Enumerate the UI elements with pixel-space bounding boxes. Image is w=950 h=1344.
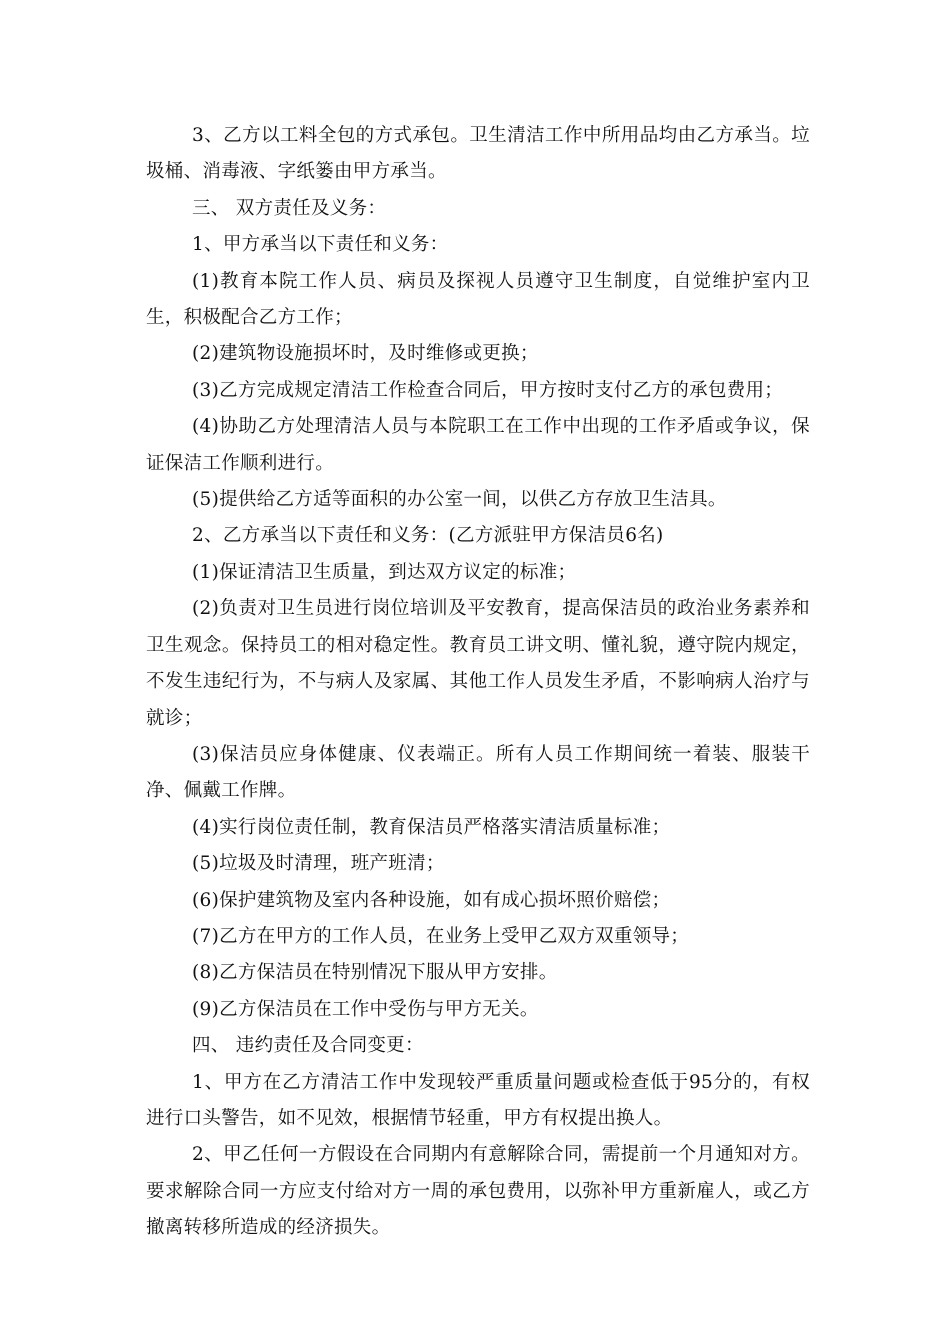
list-item-b2: (2)负责对卫生员进行岗位培训及平安教育，提高保洁员的政治业务素养和卫生观念。保持员工的相对稳定性。教育员工讲文明、懂礼貌，遵守院内规定，不发生违纪行为，不与病人及家属、其他工作人员发生矛盾，不影响病人治疗与就诊； — [146, 598, 810, 729]
list-item-b6: (6)保护建筑物及室内各种设施，如有成心损坏照价赔偿； — [192, 889, 671, 911]
section-heading-3: 三、 双方责任及义务： — [192, 197, 387, 219]
list-item-b8: (8)乙方保洁员在特别情况下服从甲方安排。 — [192, 962, 558, 984]
section-heading-4: 四、 违约责任及合同变更： — [192, 1035, 424, 1057]
paragraph-clause-3: 3、乙方以工料全包的方式承包。卫生清洁工作中所用品均由乙方承当。垃圾桶、消毒液、字纸篓由甲方承当。 — [146, 125, 810, 183]
list-item-a3: (3)乙方完成规定清洁工作检查合同后，甲方按时支付乙方的承包费用； — [192, 379, 784, 401]
list-item-a1: (1)教育本院工作人员、病员及探视人员遵守卫生制度，自觉维护室内卫生，积极配合乙方工作； — [146, 270, 810, 329]
list-item-a5: (5)提供给乙方适等面积的办公室一间，以供乙方存放卫生洁具。 — [192, 489, 727, 511]
paragraph-breach-1: 1、甲方在乙方清洁工作中发现较严重质量问题或检查低于95分的，有权进行口头警告，如不见效，根据情节轻重，甲方有权提出换人。 — [146, 1071, 810, 1129]
paragraph-party-b-duties: 2、乙方承当以下责任和义务：(乙方派驻甲方保洁员6名) — [192, 525, 664, 547]
list-item-a4: (4)协助乙方处理清洁人员与本院职工在工作中出现的工作矛盾或争议，保证保洁工作顺利进行。 — [146, 416, 810, 474]
list-item-b7: (7)乙方在甲方的工作人员，在业务上受甲乙双方双重领导； — [192, 925, 690, 947]
list-item-b3: (3)保洁员应身体健康、仪表端正。所有人员工作期间统一着装、服装干净、佩戴工作牌。 — [146, 743, 810, 802]
paragraph-party-a-duties: 1、甲方承当以下责任和义务： — [192, 234, 449, 256]
list-item-b4: (4)实行岗位责任制，教育保洁员严格落实清洁质量标准； — [192, 816, 671, 838]
list-item-b5: (5)垃圾及时清理，班产班清； — [192, 853, 445, 875]
list-item-b9: (9)乙方保洁员在工作中受伤与甲方无关。 — [192, 998, 539, 1020]
list-item-a2: (2)建筑物设施损坏时，及时维修或更换； — [192, 343, 539, 365]
paragraph-breach-2: 2、甲乙任何一方假设在合同期内有意解除合同，需提前一个月通知对方。要求解除合同一方应支付给对方一周的承包费用，以弥补甲方重新雇人，或乙方撤离转移所造成的经济损失。 — [146, 1144, 810, 1239]
list-item-b1: (1)保证清洁卫生质量，到达双方议定的标准； — [192, 561, 577, 583]
